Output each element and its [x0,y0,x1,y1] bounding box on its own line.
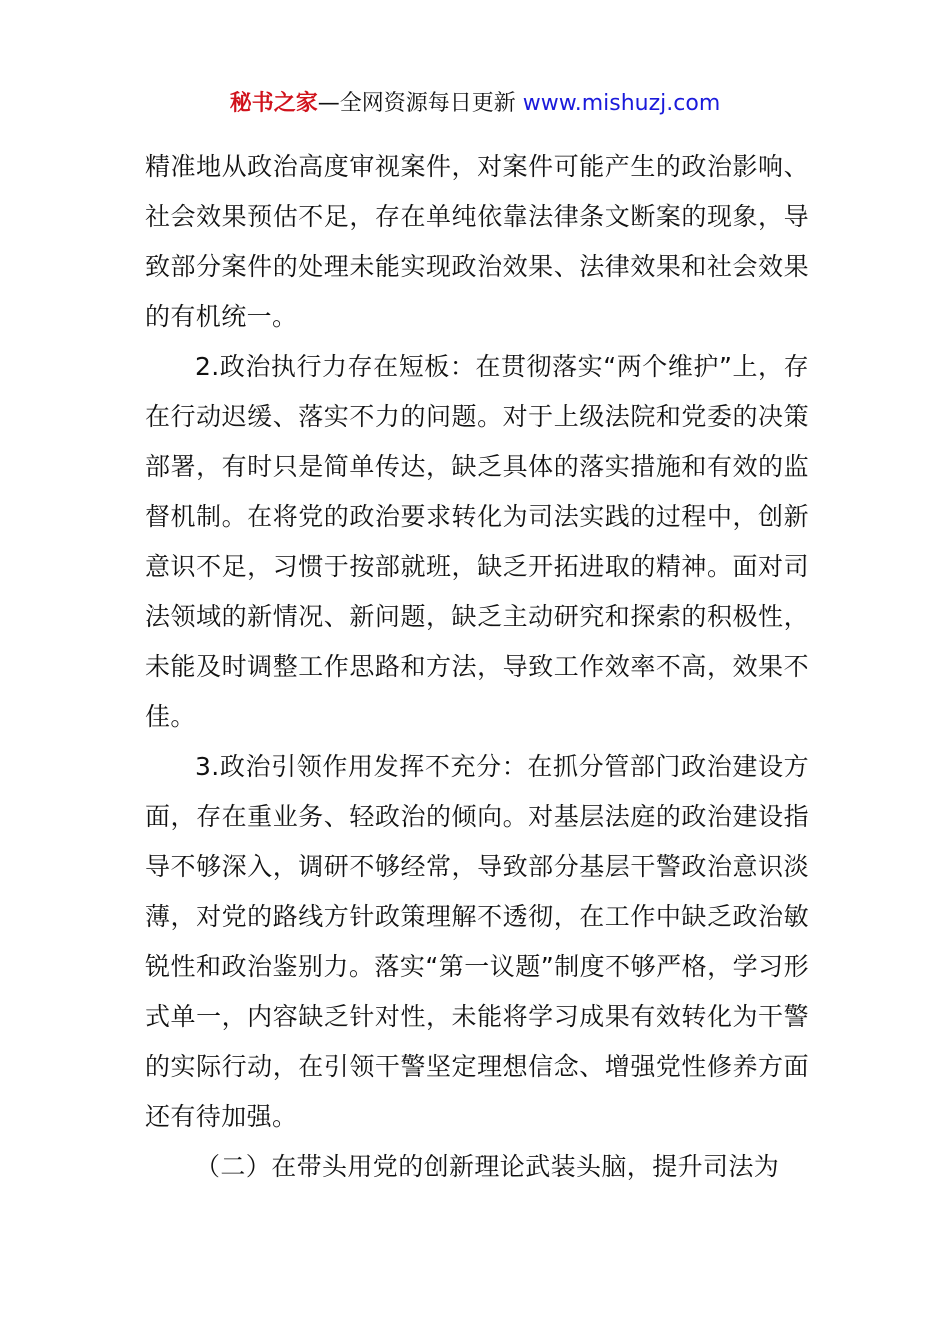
section-heading-two: （二）在带头用党的创新理论武装头脑，提升司法为 [195,1152,780,1181]
paragraph-political-leadership: 3.政治引领作用发挥不充分：在抓分管部门政治建设方面，存在重业务、轻政治的倾向。对基层法庭的政治建设指导不够深入，调研不够经常，导致部分基层干警政治意识淡薄，对党的路线方针政策理解不透彻，在工作中缺乏政治敏锐性和政治鉴别力。落实“第一议题”制度不够严格，学习形式单一，内容缺乏针对性，未能将学习成果有效转化为干警的实际行动，在引领干警坚定理想信念、增强党性修养方面还有待加强。 [145,752,809,1131]
website-link[interactable]: www.mishuzj.com [522,91,721,116]
brand-name: 秘书之家 [229,91,318,116]
page-header [0,86,950,122]
paragraph-political-execution: 2.政治执行力存在短板：在贯彻落实“两个维护”上，存在行动迟缓、落实不力的问题。对于上级法院和党委的决策部署，有时只是简单传达，缺乏具体的落实措施和有效的监督机制。在将党的政治要求转化为司法实践的过程中，创新意识不足，习惯于按部就班，缺乏开拓进取的精神。面对司法领域的新情况、新问题，缺乏主动研究和探索的积极性，未能及时调整工作思路和方法，导致工作效率不高，效果不佳。 [145,352,809,731]
document-body [145,142,809,1192]
header-slogan: —全网资源每日更新 [317,91,516,116]
paragraph-continuation: 精准地从政治高度审视案件，对案件可能产生的政治影响、社会效果预估不足，存在单纯依靠法律条文断案的现象，导致部分案件的处理未能实现政治效果、法律效果和社会效果的有机统一。 [145,152,809,331]
